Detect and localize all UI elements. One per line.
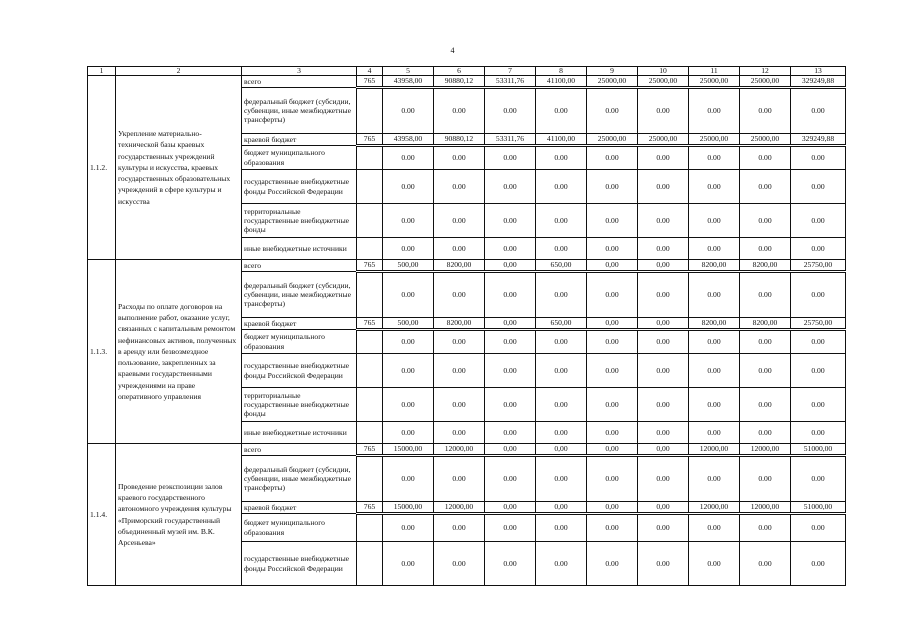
amount-cell: 0.00 — [434, 542, 485, 586]
amount-cell: 0,00 — [587, 502, 638, 514]
grbs-code — [357, 146, 383, 170]
funding-source: краевой бюджет — [242, 502, 357, 514]
amount-cell: 0.00 — [638, 456, 689, 502]
amount-cell: 0.00 — [791, 456, 846, 502]
amount-cell: 0.00 — [434, 204, 485, 238]
amount-cell: 12000,00 — [740, 502, 791, 514]
amount-cell: 0,00 — [485, 318, 536, 330]
amount-cell: 0.00 — [536, 238, 587, 260]
amount-cell: 0.00 — [485, 204, 536, 238]
amount-cell: 0.00 — [485, 388, 536, 422]
amount-cell: 0.00 — [740, 88, 791, 134]
item-code: 1.1.3. — [88, 260, 116, 444]
amount-cell: 0.00 — [587, 88, 638, 134]
amount-cell: 8200,00 — [434, 318, 485, 330]
amount-cell: 0.00 — [740, 354, 791, 388]
grbs-code: 765 — [357, 260, 383, 272]
amount-cell: 0.00 — [536, 514, 587, 542]
amount-cell: 0,00 — [638, 260, 689, 272]
amount-cell: 25000,00 — [740, 134, 791, 146]
amount-cell: 0.00 — [485, 238, 536, 260]
amount-cell: 0.00 — [689, 238, 740, 260]
funding-source: всего — [242, 260, 357, 272]
amount-cell: 0.00 — [638, 204, 689, 238]
amount-cell: 0.00 — [638, 388, 689, 422]
header-cell: 4 — [357, 67, 383, 76]
amount-cell: 0.00 — [587, 542, 638, 586]
grbs-code — [357, 456, 383, 502]
grbs-code — [357, 354, 383, 388]
amount-cell: 0.00 — [791, 422, 846, 444]
amount-cell: 0.00 — [434, 456, 485, 502]
amount-cell: 0.00 — [689, 204, 740, 238]
amount-cell: 0.00 — [383, 388, 434, 422]
amount-cell: 0.00 — [536, 170, 587, 204]
amount-cell: 0.00 — [791, 238, 846, 260]
amount-cell: 0.00 — [434, 514, 485, 542]
amount-cell: 0.00 — [689, 330, 740, 354]
amount-cell: 0.00 — [638, 272, 689, 318]
amount-cell: 0.00 — [485, 88, 536, 134]
amount-cell: 329249,88 — [791, 134, 846, 146]
amount-cell: 500,00 — [383, 318, 434, 330]
amount-cell: 25000,00 — [689, 134, 740, 146]
amount-cell: 90880,12 — [434, 76, 485, 88]
header-cell: 6 — [434, 67, 485, 76]
funding-source: государственные внебюджетные фонды Российской Федерации — [242, 354, 357, 388]
amount-cell: 0.00 — [536, 422, 587, 444]
amount-cell: 0.00 — [740, 542, 791, 586]
grbs-code — [357, 330, 383, 354]
grbs-code — [357, 238, 383, 260]
amount-cell: 0.00 — [383, 88, 434, 134]
amount-cell: 0.00 — [740, 238, 791, 260]
amount-cell: 12000,00 — [689, 502, 740, 514]
amount-cell: 0.00 — [587, 514, 638, 542]
amount-cell: 0.00 — [689, 422, 740, 444]
amount-cell: 0.00 — [791, 542, 846, 586]
funding-source: краевой бюджет — [242, 318, 357, 330]
amount-cell: 0,00 — [536, 502, 587, 514]
amount-cell: 0.00 — [383, 456, 434, 502]
header-cell: 3 — [242, 67, 357, 76]
amount-cell: 0.00 — [587, 354, 638, 388]
amount-cell: 0.00 — [536, 272, 587, 318]
amount-cell: 15000,00 — [383, 502, 434, 514]
funding-source: бюджет муниципального образования — [242, 146, 357, 170]
amount-cell: 0.00 — [434, 88, 485, 134]
grbs-code: 765 — [357, 444, 383, 456]
amount-cell: 0.00 — [434, 238, 485, 260]
funding-source: федеральный бюджет (субсидии, субвенции, иные межбюджетные трансферты) — [242, 456, 357, 502]
amount-cell: 51000,00 — [791, 444, 846, 456]
grbs-code — [357, 204, 383, 238]
grbs-code — [357, 514, 383, 542]
amount-cell: 0.00 — [791, 354, 846, 388]
amount-cell: 0.00 — [383, 170, 434, 204]
amount-cell: 0.00 — [689, 88, 740, 134]
grbs-code: 765 — [357, 76, 383, 88]
page-number: 4 — [450, 46, 455, 55]
amount-cell: 0.00 — [638, 542, 689, 586]
funding-source: территориальные государственные внебюджетные фонды — [242, 388, 357, 422]
amount-cell: 0.00 — [383, 422, 434, 444]
amount-cell: 0.00 — [638, 88, 689, 134]
amount-cell: 0,00 — [638, 502, 689, 514]
header-cell: 8 — [536, 67, 587, 76]
amount-cell: 0.00 — [383, 514, 434, 542]
grbs-code — [357, 88, 383, 134]
header-cell: 9 — [587, 67, 638, 76]
table-row — [88, 76, 846, 88]
amount-cell: 8200,00 — [689, 318, 740, 330]
item-code: 1.1.4. — [88, 444, 116, 586]
amount-cell: 25000,00 — [638, 76, 689, 88]
amount-cell: 0.00 — [587, 422, 638, 444]
amount-cell: 0.00 — [587, 456, 638, 502]
amount-cell: 0,00 — [638, 318, 689, 330]
amount-cell: 0.00 — [740, 330, 791, 354]
funding-source: бюджет муниципального образования — [242, 330, 357, 354]
budget-table — [87, 66, 846, 586]
amount-cell: 25000,00 — [689, 76, 740, 88]
amount-cell: 0.00 — [587, 170, 638, 204]
header-cell: 11 — [689, 67, 740, 76]
amount-cell: 0.00 — [740, 204, 791, 238]
amount-cell: 0.00 — [587, 330, 638, 354]
amount-cell: 0.00 — [689, 542, 740, 586]
header-cell: 10 — [638, 67, 689, 76]
amount-cell: 0,00 — [536, 444, 587, 456]
amount-cell: 0,00 — [587, 444, 638, 456]
amount-cell: 0.00 — [689, 170, 740, 204]
item-name: Расходы по оплате договоров на выполнение работ, оказание услуг, связанных с капитальным ремонтом нефинансовых активов, полученных в аренду или безвозмездное пользование, закрепленных за краевыми государственными учреждениями на праве оперативного управления — [116, 260, 242, 444]
amount-cell: 0.00 — [638, 238, 689, 260]
amount-cell: 0.00 — [689, 272, 740, 318]
amount-cell: 0.00 — [689, 354, 740, 388]
amount-cell: 0.00 — [638, 170, 689, 204]
amount-cell: 0.00 — [740, 514, 791, 542]
funding-source: всего — [242, 444, 357, 456]
amount-cell: 0.00 — [791, 146, 846, 170]
funding-source: краевой бюджет — [242, 134, 357, 146]
amount-cell: 0.00 — [485, 422, 536, 444]
amount-cell: 0,00 — [587, 260, 638, 272]
amount-cell: 0.00 — [383, 204, 434, 238]
table-row — [88, 260, 846, 272]
amount-cell: 0.00 — [587, 204, 638, 238]
funding-source: бюджет муниципального образования — [242, 514, 357, 542]
amount-cell: 90880,12 — [434, 134, 485, 146]
grbs-code — [357, 170, 383, 204]
amount-cell: 0.00 — [383, 330, 434, 354]
amount-cell: 0.00 — [791, 170, 846, 204]
amount-cell: 0.00 — [791, 272, 846, 318]
amount-cell: 0.00 — [485, 354, 536, 388]
amount-cell: 0.00 — [536, 456, 587, 502]
amount-cell: 0.00 — [638, 422, 689, 444]
amount-cell: 0.00 — [485, 456, 536, 502]
header-cell: 2 — [116, 67, 242, 76]
funding-source: государственные внебюджетные фонды Российской Федерации — [242, 170, 357, 204]
amount-cell: 0.00 — [587, 388, 638, 422]
amount-cell: 500,00 — [383, 260, 434, 272]
funding-source: государственные внебюджетные фонды Российской Федерации — [242, 542, 357, 586]
amount-cell: 12000,00 — [689, 444, 740, 456]
item-code: 1.1.2. — [88, 76, 116, 260]
header-cell: 7 — [485, 67, 536, 76]
funding-source: федеральный бюджет (субсидии, субвенции, иные межбюджетные трансферты) — [242, 272, 357, 318]
funding-source: иные внебюджетные источники — [242, 238, 357, 260]
amount-cell: 8200,00 — [689, 260, 740, 272]
amount-cell: 15000,00 — [383, 444, 434, 456]
amount-cell: 0.00 — [536, 388, 587, 422]
amount-cell: 0.00 — [434, 422, 485, 444]
amount-cell: 0.00 — [638, 330, 689, 354]
amount-cell: 0.00 — [587, 146, 638, 170]
amount-cell: 12000,00 — [740, 444, 791, 456]
grbs-code: 765 — [357, 134, 383, 146]
amount-cell: 25750,00 — [791, 318, 846, 330]
grbs-code: 765 — [357, 318, 383, 330]
amount-cell: 0.00 — [485, 514, 536, 542]
amount-cell: 25000,00 — [740, 76, 791, 88]
amount-cell: 25000,00 — [587, 76, 638, 88]
amount-cell: 25000,00 — [587, 134, 638, 146]
amount-cell: 12000,00 — [434, 444, 485, 456]
header-cell: 1 — [88, 67, 116, 76]
amount-cell: 0.00 — [587, 272, 638, 318]
amount-cell: 0,00 — [485, 444, 536, 456]
amount-cell: 0.00 — [689, 456, 740, 502]
amount-cell: 41100,00 — [536, 76, 587, 88]
amount-cell: 0,00 — [485, 260, 536, 272]
header-cell: 12 — [740, 67, 791, 76]
amount-cell: 51000,00 — [791, 502, 846, 514]
amount-cell: 0.00 — [536, 204, 587, 238]
amount-cell: 0.00 — [791, 88, 846, 134]
amount-cell: 0.00 — [791, 388, 846, 422]
table-row — [88, 444, 846, 456]
grbs-code: 765 — [357, 502, 383, 514]
amount-cell: 0.00 — [536, 88, 587, 134]
amount-cell: 0.00 — [791, 330, 846, 354]
funding-source: территориальные государственные внебюджетные фонды — [242, 204, 357, 238]
funding-source: федеральный бюджет (субсидии, субвенции, иные межбюджетные трансферты) — [242, 88, 357, 134]
grbs-code — [357, 542, 383, 586]
amount-cell: 0.00 — [587, 238, 638, 260]
amount-cell: 329249,88 — [791, 76, 846, 88]
grbs-code — [357, 388, 383, 422]
amount-cell: 0.00 — [791, 514, 846, 542]
amount-cell: 0.00 — [383, 354, 434, 388]
amount-cell: 43958,00 — [383, 134, 434, 146]
amount-cell: 0.00 — [383, 272, 434, 318]
amount-cell: 0.00 — [740, 272, 791, 318]
amount-cell: 12000,00 — [434, 502, 485, 514]
header-cell: 13 — [791, 67, 846, 76]
amount-cell: 0.00 — [485, 330, 536, 354]
amount-cell: 8200,00 — [740, 318, 791, 330]
funding-source: всего — [242, 76, 357, 88]
amount-cell: 0.00 — [434, 388, 485, 422]
amount-cell: 41100,00 — [536, 134, 587, 146]
amount-cell: 25000,00 — [638, 134, 689, 146]
amount-cell: 0.00 — [740, 422, 791, 444]
grbs-code — [357, 272, 383, 318]
amount-cell: 0.00 — [536, 330, 587, 354]
amount-cell: 0.00 — [536, 354, 587, 388]
amount-cell: 0.00 — [740, 456, 791, 502]
amount-cell: 0.00 — [383, 146, 434, 170]
amount-cell: 25750,00 — [791, 260, 846, 272]
amount-cell: 0.00 — [740, 388, 791, 422]
header-cell: 5 — [383, 67, 434, 76]
amount-cell: 0.00 — [689, 146, 740, 170]
amount-cell: 650,00 — [536, 318, 587, 330]
amount-cell: 0.00 — [383, 238, 434, 260]
amount-cell: 0.00 — [434, 330, 485, 354]
amount-cell: 0.00 — [536, 542, 587, 586]
amount-cell: 0.00 — [638, 146, 689, 170]
amount-cell: 0.00 — [383, 542, 434, 586]
item-name: Проведение реэкспозиции залов краевого государственного автономного учреждения культуры «Приморский государственный объединенный музей им. В.К. Арсеньева» — [116, 444, 242, 586]
amount-cell: 0.00 — [485, 170, 536, 204]
amount-cell: 0.00 — [638, 514, 689, 542]
amount-cell: 53311,76 — [485, 76, 536, 88]
table-body — [88, 67, 846, 586]
amount-cell: 0.00 — [485, 146, 536, 170]
grbs-code — [357, 422, 383, 444]
amount-cell: 0,00 — [485, 502, 536, 514]
funding-source: иные внебюджетные источники — [242, 422, 357, 444]
amount-cell: 53311,76 — [485, 134, 536, 146]
amount-cell: 0.00 — [485, 542, 536, 586]
amount-cell: 0.00 — [434, 146, 485, 170]
amount-cell: 0.00 — [536, 146, 587, 170]
amount-cell: 8200,00 — [434, 260, 485, 272]
amount-cell: 8200,00 — [740, 260, 791, 272]
amount-cell: 43958,00 — [383, 76, 434, 88]
amount-cell: 0.00 — [434, 272, 485, 318]
amount-cell: 650,00 — [536, 260, 587, 272]
amount-cell: 0,00 — [587, 318, 638, 330]
amount-cell: 0.00 — [740, 146, 791, 170]
amount-cell: 0.00 — [638, 354, 689, 388]
amount-cell: 0,00 — [638, 444, 689, 456]
header-row — [88, 67, 846, 76]
amount-cell: 0.00 — [689, 514, 740, 542]
amount-cell: 0.00 — [434, 354, 485, 388]
amount-cell: 0.00 — [689, 388, 740, 422]
amount-cell: 0.00 — [791, 204, 846, 238]
item-name: Укрепление материально-технической базы краевых государственных учреждений культуры и искусства, краевых государственных образовательных учреждений в сфере культуры и искусства — [116, 76, 242, 260]
amount-cell: 0.00 — [485, 272, 536, 318]
amount-cell: 0.00 — [740, 170, 791, 204]
amount-cell: 0.00 — [434, 170, 485, 204]
